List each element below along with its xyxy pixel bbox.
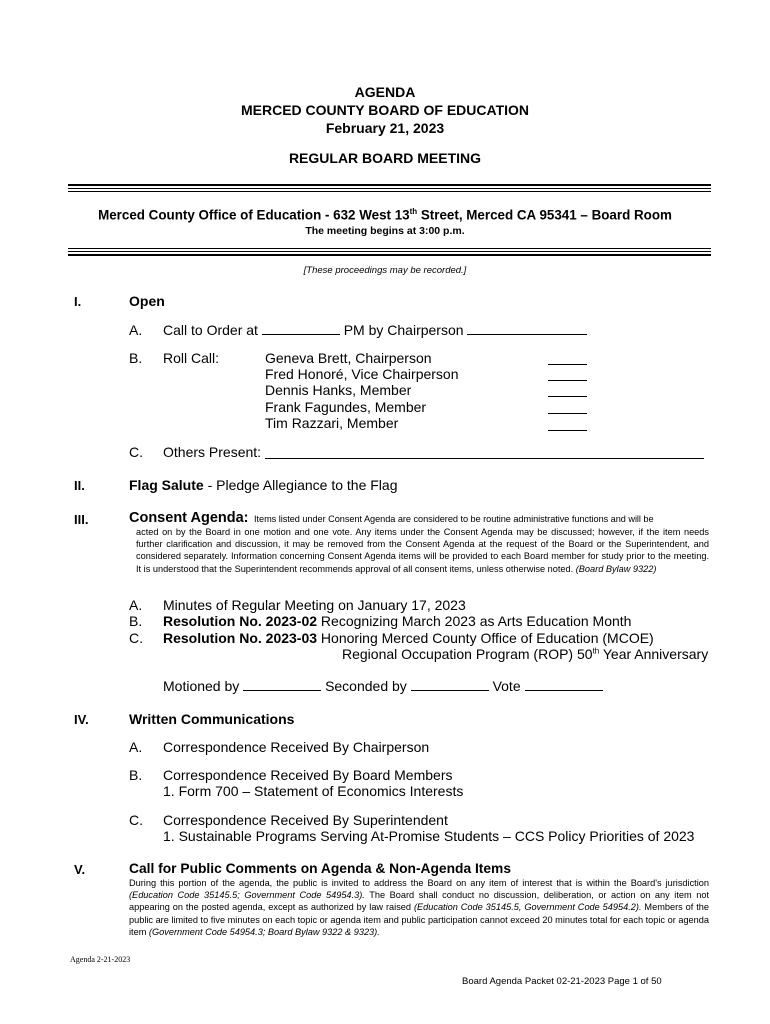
- meeting-time: The meeting begins at 3:00 p.m.: [305, 225, 465, 237]
- meeting-type: REGULAR BOARD MEETING: [288, 150, 482, 166]
- item-4a-letter: A.: [129, 739, 143, 755]
- footer-page-info: Board Agenda Packet 02-21-2023 Page 1 of 50: [462, 976, 662, 987]
- roll-call-blank[interactable]: [548, 396, 587, 397]
- recorded-note: [These proceedings may be recorded.]: [303, 265, 467, 276]
- meeting-location: Merced County Office of Education - 632 West 13th Street, Merced CA 95341 – Board Room: [98, 207, 672, 223]
- consent-intro-first: Items listed under Consent Agenda are considered to be routine administrative functions and will be: [254, 514, 654, 524]
- section-2-number: II.: [74, 478, 85, 493]
- item-4b-text: Correspondence Received By Board Members: [163, 767, 453, 783]
- consent-item-c-continued: Regional Occupation Program (ROP) 50th Year Anniversary: [342, 646, 709, 662]
- consent-item-b: Resolution No. 2023-02 Recognizing March 2023 as Arts Education Month: [163, 613, 632, 629]
- roll-call-member: Tim Razzari, Member: [265, 415, 399, 431]
- roll-call-blank[interactable]: [548, 380, 587, 381]
- roll-call-member: Fred Honoré, Vice Chairperson: [265, 366, 459, 382]
- section-2-line: Flag Salute - Pledge Allegiance to the Flag: [129, 477, 398, 493]
- section-4-number: IV.: [74, 712, 89, 727]
- consent-item-c: Resolution No. 2023-03 Honoring Merced County Office of Education (MCOE): [163, 630, 654, 646]
- roll-call-label: Roll Call:: [163, 350, 220, 366]
- roll-call-member: Dennis Hanks, Member: [265, 382, 412, 398]
- section-2-title: Flag Salute: [129, 477, 204, 493]
- item-1a-letter: A.: [129, 322, 143, 338]
- item-1b-letter: B.: [129, 350, 143, 366]
- roll-call-blank[interactable]: [548, 364, 587, 365]
- others-present-label: Others Present:: [163, 444, 262, 460]
- roll-call-member: Frank Fagundes, Member: [265, 399, 427, 415]
- consent-item-letter: B.: [129, 613, 143, 629]
- call-to-order-line: Call to Order at PM by Chairperson: [163, 322, 587, 338]
- agenda-title: AGENDA: [354, 84, 416, 100]
- seconded-by-blank[interactable]: [411, 678, 489, 691]
- section-1-number: I.: [74, 294, 82, 309]
- meeting-date: February 21, 2023: [325, 120, 445, 136]
- bottom-rule-1: [68, 248, 711, 249]
- section-3-number: III.: [74, 512, 89, 527]
- consent-intro-body: acted on by the Board in one motion and one vote. Any items under the Consent Agenda may be discussed; however, if the item needs further clarification and discussion, it may be removed from the Consent Agenda at the request of the Board or the Superintendent, and considered separately. Information concerning Consent Agenda items will be provided to each Board member for study prior to the meeting. It is understood that the Superintendent recommends approval of all consent items, unless otherwise noted. (Board Bylaw 9322): [136, 527, 709, 574]
- footer-left: Agenda 2-21-2023: [70, 955, 131, 964]
- section-5-title: Call for Public Comments on Agenda & Non-Agenda Items: [129, 861, 512, 876]
- item-4b-letter: B.: [129, 767, 143, 783]
- section-4-title: Written Communications: [129, 711, 295, 727]
- chairperson-blank[interactable]: [467, 322, 587, 335]
- item-4a-text: Correspondence Received By Chairperson: [163, 739, 430, 755]
- item-4c-text: Correspondence Received By Superintendent: [163, 812, 448, 828]
- top-rule-1: [68, 184, 711, 186]
- top-rule-3: [68, 191, 711, 192]
- bottom-rule-3: [68, 254, 711, 256]
- consent-item-a: Minutes of Regular Meeting on January 17, 2023: [163, 597, 466, 613]
- others-present-blank[interactable]: [265, 458, 704, 459]
- vote-blank[interactable]: [525, 678, 603, 691]
- item-1c-letter: C.: [129, 444, 143, 460]
- public-comments-text: During this portion of the agenda, the public is invited to address the Board on any item of interest that is within the Board's jurisdiction (Education Code 35145.5; Government Code 54954.3). The Board shall conduct no discussion, deliberation, or action on any item not appearing on the posted agenda, except as authorized by law raised (Education Code 35145.5, Government Code 54954.2). Members of the public are limited to five minutes on each topic or agenda item and public participation cannot exceed 20 minutes total for each topic or agenda item (Government Code 54954.3; Board Bylaw 9322 & 9323).: [129, 878, 709, 937]
- roll-call-blank[interactable]: [548, 430, 587, 431]
- consent-item-letter: C.: [129, 630, 143, 646]
- motioned-by-blank[interactable]: [243, 678, 321, 691]
- board-name: MERCED COUNTY BOARD OF EDUCATION: [240, 102, 530, 118]
- roll-call-member: Geneva Brett, Chairperson: [265, 350, 432, 366]
- item-4b-sub: 1. Form 700 – Statement of Economics Interests: [163, 783, 464, 799]
- call-to-order-time-blank[interactable]: [262, 322, 340, 335]
- top-rule-2: [68, 188, 711, 189]
- consent-item-letter: A.: [129, 597, 143, 613]
- section-3-title: Consent Agenda:: [129, 510, 249, 526]
- roll-call-blank[interactable]: [548, 413, 587, 414]
- bottom-rule-2: [68, 251, 711, 252]
- item-4c-sub: 1. Sustainable Programs Serving At-Promise Students – CCS Policy Priorities of 2023: [163, 828, 695, 844]
- section-1-title: Open: [129, 293, 165, 309]
- motion-line: Motioned by Seconded by Vote: [163, 678, 603, 694]
- item-4c-letter: C.: [129, 812, 143, 828]
- section-5-number: V.: [74, 862, 86, 877]
